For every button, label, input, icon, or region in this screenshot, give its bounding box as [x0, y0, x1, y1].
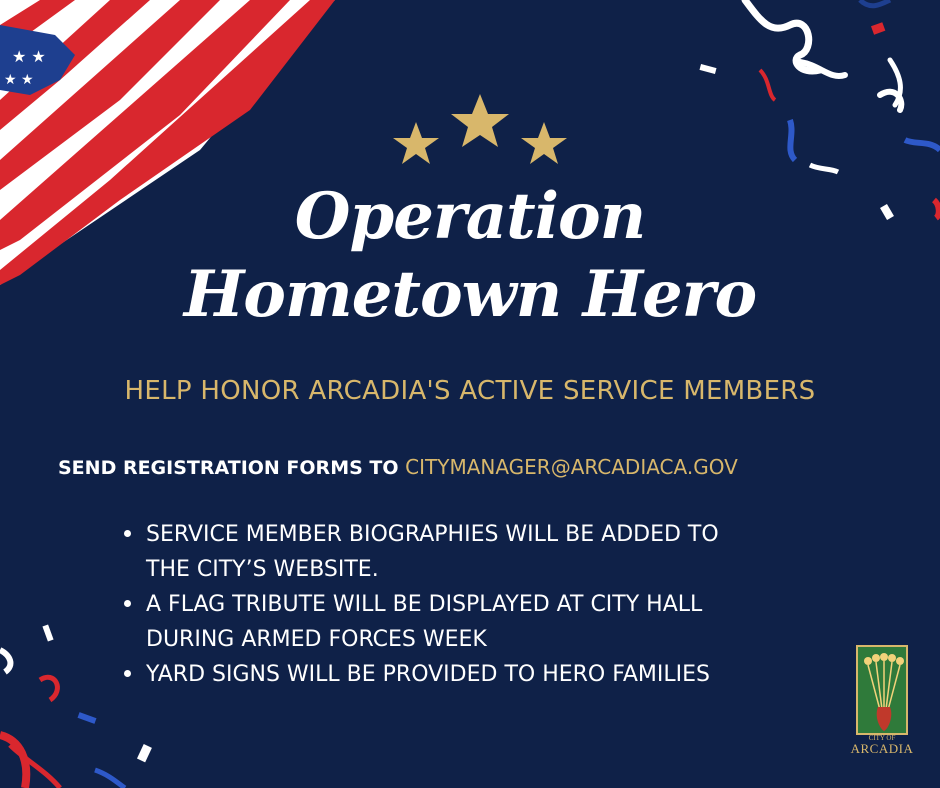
three-stars-icon: [380, 92, 580, 174]
list-item: [120, 587, 860, 657]
seal-city-name: ARCADIA: [850, 741, 914, 756]
page-title: [0, 178, 940, 334]
bullet-list: [120, 517, 860, 692]
email-link[interactable]: CITYMANAGER@ARCADIACA.GOV: [405, 455, 738, 479]
list-item: [120, 657, 860, 692]
bullet-1-line-1: SERVICE MEMBER BIOGRAPHIES WILL BE ADDED TO: [146, 522, 719, 547]
title-line-1: Operation: [294, 179, 646, 254]
seal-emblem-icon: [856, 645, 908, 735]
city-seal-logo: [850, 645, 914, 757]
bullet-3-line-1: YARD SIGNS WILL BE PROVIDED TO HERO FAMILIES: [146, 662, 710, 687]
svg-text:★ ★: ★ ★: [12, 47, 46, 66]
registration-instructions: [58, 455, 918, 479]
bullet-2-line-2: DURING ARMED FORCES WEEK: [146, 627, 487, 652]
subtitle: HELP HONOR ARCADIA'S ACTIVE SERVICE MEMBERS: [124, 376, 816, 406]
seal-city-of-text: CITY OF: [868, 734, 896, 742]
title-line-2: Hometown Hero: [183, 257, 757, 332]
bullet-2-line-1: A FLAG TRIBUTE WILL BE DISPLAYED AT CITY HALL: [146, 592, 703, 617]
bullet-1-line-2: THE CITY’S WEBSITE.: [146, 557, 379, 582]
list-item: [120, 517, 860, 587]
send-label: SEND REGISTRATION FORMS TO: [58, 457, 399, 479]
svg-text:★ ★: ★ ★: [4, 72, 34, 88]
